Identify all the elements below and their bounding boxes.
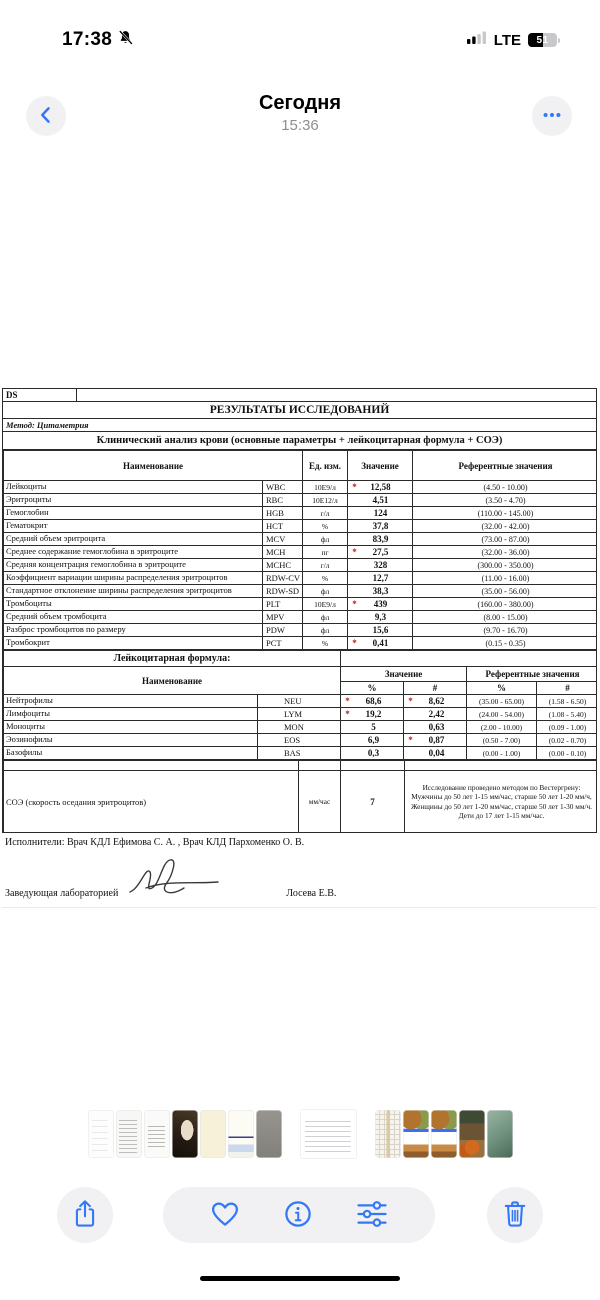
param-name: Средний объем тромбоцита xyxy=(4,611,263,624)
col-header-name2: Наименование xyxy=(4,667,341,695)
photo-thumbnail[interactable] xyxy=(459,1110,485,1158)
param-pct-value: 6,9 xyxy=(367,735,380,745)
param-code: RBC xyxy=(263,494,303,507)
bell-slash-icon xyxy=(117,29,134,51)
photo-thumbnail[interactable] xyxy=(300,1109,357,1159)
param-unit: фл xyxy=(303,585,348,598)
signature-scribble xyxy=(126,858,226,903)
param-unit: 10E9/л xyxy=(303,598,348,611)
param-unit: 10E12/л xyxy=(303,494,348,507)
param-name: Базофилы xyxy=(4,747,258,760)
param-ref: (11.00 - 16.00) xyxy=(413,572,598,585)
subcol-ref-abs: # xyxy=(537,682,598,695)
param-ref-pct: (0.00 - 1.00) xyxy=(467,747,537,760)
param-pct-value: 0,3 xyxy=(367,748,380,758)
param-unit: % xyxy=(303,520,348,533)
param-code: HCT xyxy=(263,520,303,533)
bottom-toolbar xyxy=(0,1187,600,1243)
param-value: 9,3 xyxy=(374,612,387,622)
param-ref: (32.00 - 36.00) xyxy=(413,546,598,559)
head-lab-label: Заведующая лабораторией xyxy=(5,888,119,899)
photo-thumbnail[interactable] xyxy=(144,1110,170,1158)
abnormal-flag: * xyxy=(352,638,357,648)
subcol-abs: # xyxy=(404,682,467,695)
esr-unit: мм/час xyxy=(299,771,341,833)
param-code: MPV xyxy=(263,611,303,624)
col-header-unit: Ед. изм. xyxy=(303,451,348,481)
more-options-button[interactable] xyxy=(532,96,572,136)
param-value: 0,41 xyxy=(372,638,389,648)
heart-icon xyxy=(210,1200,240,1231)
param-ref-abs: (0.09 - 1.00) xyxy=(537,721,598,734)
network-type-label: LTE xyxy=(493,31,521,49)
ds-label: DS xyxy=(3,389,77,401)
photo-thumbnail[interactable] xyxy=(200,1110,226,1158)
thumbnail-strip xyxy=(0,1108,600,1160)
table-row xyxy=(4,481,598,494)
section-title: Лейкоцитарная формула: xyxy=(4,651,341,667)
battery-nub xyxy=(558,38,560,43)
report-subtitle: Клинический анализ крови (основные параметры + лейкоцитарная формула + СОЭ) xyxy=(3,432,596,450)
param-unit: % xyxy=(303,637,348,650)
param-code: NEU xyxy=(258,695,341,708)
param-value: 83,9 xyxy=(372,534,389,544)
photo-thumbnail[interactable] xyxy=(431,1110,457,1158)
photo-thumbnail[interactable] xyxy=(228,1110,254,1158)
col-header-name: Наименование xyxy=(4,451,303,481)
battery-percent: 51 xyxy=(536,34,549,46)
param-value: 38,3 xyxy=(372,586,389,596)
esr-table xyxy=(3,760,597,833)
photo-thumbnail[interactable] xyxy=(375,1110,401,1158)
param-unit: г/л xyxy=(303,559,348,572)
abnormal-flag: * xyxy=(352,547,357,557)
param-unit: фл xyxy=(303,611,348,624)
param-ref: (0.15 - 0.35) xyxy=(413,637,598,650)
table-row xyxy=(4,520,598,533)
trash-icon xyxy=(501,1199,529,1232)
page-subtitle: 15:36 xyxy=(281,117,319,134)
param-value: 15,6 xyxy=(372,625,389,635)
status-bar xyxy=(0,22,600,58)
param-name: Эозинофилы xyxy=(4,734,258,747)
favorite-button[interactable] xyxy=(210,1200,240,1231)
esr-note: Исследование проведено методом по Вестергрену: Мужчины до 50 лет 1-15 мм/час, старше 50 лет 1-20 мм/ч, Женщины до 50 лет 1-20 мм/час, старше 50 лет 1-30 мм/ч. Дети до 17 лет 1-15 мм/час. xyxy=(405,771,598,833)
param-abs-value: 2,42 xyxy=(428,709,445,719)
table-row xyxy=(4,747,598,760)
photo-thumbnail[interactable] xyxy=(88,1110,114,1158)
param-code: WBC xyxy=(263,481,303,494)
param-name: Лимфоциты xyxy=(4,708,258,721)
share-button[interactable] xyxy=(57,1187,113,1243)
table-row xyxy=(4,624,598,637)
esr-name: СОЭ (скорость оседания эритроцитов) xyxy=(4,771,299,833)
lab-report-document xyxy=(2,388,597,833)
toolbar-pill xyxy=(163,1187,435,1243)
info-button[interactable] xyxy=(283,1199,313,1232)
param-pct-value: 5 xyxy=(371,722,376,732)
param-code: LYM xyxy=(258,708,341,721)
table-row xyxy=(4,533,598,546)
param-ref: (73.00 - 87.00) xyxy=(413,533,598,546)
home-indicator[interactable] xyxy=(200,1276,400,1281)
param-value: 12,58 xyxy=(370,482,391,492)
table-row xyxy=(4,734,598,747)
param-code: MCH xyxy=(263,546,303,559)
param-ref-abs: (0.02 - 0.70) xyxy=(537,734,598,747)
param-ref: (9.70 - 16.70) xyxy=(413,624,598,637)
param-ref: (8.00 - 15.00) xyxy=(413,611,598,624)
photo-thumbnail[interactable] xyxy=(116,1110,142,1158)
abnormal-flag: * xyxy=(345,709,350,719)
param-ref-pct: (24.00 - 54.00) xyxy=(467,708,537,721)
col-header-ref: Референтные значения xyxy=(413,451,598,481)
photo-thumbnail[interactable] xyxy=(487,1110,513,1158)
param-value: 37,8 xyxy=(372,521,389,531)
param-ref-pct: (35.00 - 65.00) xyxy=(467,695,537,708)
param-code: BAS xyxy=(258,747,341,760)
photo-thumbnail[interactable] xyxy=(256,1110,282,1158)
param-ref-abs: (1.58 - 6.50) xyxy=(537,695,598,708)
table-row xyxy=(4,695,598,708)
param-name: Лейкоциты xyxy=(4,481,263,494)
executors-line: Исполнители: Врач КДЛ Ефимова С. А. , Врач КЛД Пархоменко О. В. xyxy=(5,837,305,848)
param-name: Разброс тромбоцитов по размеру xyxy=(4,624,263,637)
param-code: PDW xyxy=(263,624,303,637)
page-title: Сегодня xyxy=(258,92,342,114)
param-ref: (300.00 - 350.00) xyxy=(413,559,598,572)
col-header-value2: Значение xyxy=(341,667,467,682)
param-pct-value: 68,6 xyxy=(365,696,382,706)
subcol-ref-pct: % xyxy=(467,682,537,695)
col-header-value: Значение xyxy=(348,451,413,481)
param-ref: (4.50 - 10.00) xyxy=(413,481,598,494)
cellular-signal-icon xyxy=(467,31,487,49)
param-code: EOS xyxy=(258,734,341,747)
param-pct-value: 19,2 xyxy=(365,709,382,719)
param-ref: (35.00 - 56.00) xyxy=(413,585,598,598)
param-abs-value: 0,04 xyxy=(428,748,445,758)
abnormal-flag: * xyxy=(352,482,357,492)
photo-lab-report[interactable] xyxy=(2,388,597,908)
param-unit: 10E9/л xyxy=(303,481,348,494)
param-code: MCV xyxy=(263,533,303,546)
param-unit: фл xyxy=(303,624,348,637)
param-unit: фл xyxy=(303,533,348,546)
param-unit: % xyxy=(303,572,348,585)
table-row xyxy=(4,494,598,507)
param-name: Средняя концентрация гемоглобина в эритроците xyxy=(4,559,263,572)
param-ref: (3.50 - 4.70) xyxy=(413,494,598,507)
param-name: Нейтрофилы xyxy=(4,695,258,708)
col-header-ref2: Референтные значения xyxy=(467,667,598,682)
param-name: Среднее содержание гемоглобина в эритроците xyxy=(4,546,263,559)
table-row xyxy=(4,572,598,585)
param-value: 4,51 xyxy=(372,495,389,505)
param-name: Гемоглобин xyxy=(4,507,263,520)
status-time: 17:38 xyxy=(62,29,113,50)
param-value: 124 xyxy=(373,508,388,518)
param-code: MCHC xyxy=(263,559,303,572)
param-value: 27,5 xyxy=(372,547,389,557)
param-ref: (32.00 - 42.00) xyxy=(413,520,598,533)
delete-button[interactable] xyxy=(487,1187,543,1243)
param-name: Моноциты xyxy=(4,721,258,734)
param-value: 328 xyxy=(373,560,388,570)
param-code: RDW-CV xyxy=(263,572,303,585)
table-row xyxy=(4,708,598,721)
param-abs-value: 8,62 xyxy=(428,696,445,706)
info-icon xyxy=(283,1199,313,1232)
param-ref-abs: (0.00 - 0.10) xyxy=(537,747,598,760)
table-row xyxy=(4,598,598,611)
table-row xyxy=(4,546,598,559)
report-method: Метод: Цитаметрия xyxy=(3,419,596,432)
param-ref-abs: (1.08 - 5.40) xyxy=(537,708,598,721)
adjustments-button[interactable] xyxy=(356,1199,388,1232)
head-lab-name: Лосева Е.В. xyxy=(286,888,337,899)
ellipsis-icon xyxy=(541,104,563,129)
param-abs-value: 0,87 xyxy=(428,735,445,745)
param-ref: (110.00 - 145.00) xyxy=(413,507,598,520)
table-row xyxy=(4,507,598,520)
photo-thumbnail[interactable] xyxy=(172,1110,198,1158)
abnormal-flag: * xyxy=(345,696,350,706)
param-code: PLT xyxy=(263,598,303,611)
param-value: 439 xyxy=(373,599,388,609)
subcol-pct: % xyxy=(341,682,404,695)
param-code: PCT xyxy=(263,637,303,650)
param-name: Тромбоциты xyxy=(4,598,263,611)
table-row xyxy=(4,585,598,598)
table-row xyxy=(4,611,598,624)
param-unit: г/л xyxy=(303,507,348,520)
cbc-table xyxy=(3,450,597,650)
table-row xyxy=(4,637,598,650)
param-name: Стандартное отклонение ширины распределения эритроцитов xyxy=(4,585,263,598)
param-ref: (160.00 - 380.00) xyxy=(413,598,598,611)
param-unit: пг xyxy=(303,546,348,559)
param-name: Коэффициент вариации ширины распределения эритроцитов xyxy=(4,572,263,585)
param-code: RDW-SD xyxy=(263,585,303,598)
param-name: Средний объем эритроцита xyxy=(4,533,263,546)
abnormal-flag: * xyxy=(408,735,413,745)
param-name: Эритроциты xyxy=(4,494,263,507)
esr-value: 7 xyxy=(341,771,405,833)
report-title: РЕЗУЛЬТАТЫ ИССЛЕДОВАНИЙ xyxy=(3,402,596,419)
param-value: 12,7 xyxy=(372,573,389,583)
table-row xyxy=(4,721,598,734)
param-code: MON xyxy=(258,721,341,734)
param-code: HGB xyxy=(263,507,303,520)
abnormal-flag: * xyxy=(352,599,357,609)
nav-header xyxy=(0,92,600,144)
leukocyte-formula-table xyxy=(3,650,597,760)
sliders-icon xyxy=(356,1199,388,1232)
param-ref-pct: (2.00 - 10.00) xyxy=(467,721,537,734)
param-abs-value: 0,63 xyxy=(428,722,445,732)
photo-thumbnail[interactable] xyxy=(403,1110,429,1158)
battery-icon xyxy=(528,33,557,47)
param-name: Тромбокрит xyxy=(4,637,263,650)
share-icon xyxy=(71,1199,99,1232)
param-name: Гематокрит xyxy=(4,520,263,533)
table-row xyxy=(4,559,598,572)
abnormal-flag: * xyxy=(408,696,413,706)
param-ref-pct: (0.50 - 7.00) xyxy=(467,734,537,747)
